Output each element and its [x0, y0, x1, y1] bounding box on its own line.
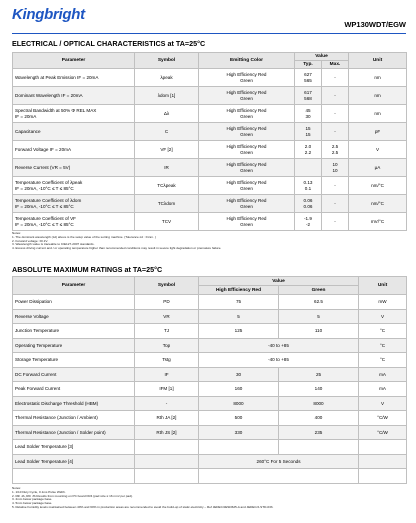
- her-cell: 125: [199, 324, 279, 339]
- table-row: [13, 309, 407, 324]
- green-cell: 400: [279, 411, 359, 426]
- typ-cell: 2.0 2.2: [295, 141, 322, 159]
- typ-cell: 0.06 0.06: [295, 195, 322, 213]
- note-line: 2. Forward voltage: ±0.1V.: [12, 239, 48, 243]
- her-cell: 500: [199, 411, 279, 426]
- green-cell: 235: [279, 425, 359, 440]
- unit-cell: [359, 469, 407, 484]
- param-cell: Temperature Coefficient of VF IF = 20mA, -10°C ≤ T ≤ 85°C: [13, 213, 135, 231]
- symbol-cell: [135, 440, 199, 455]
- note-line: Notes:: [12, 487, 21, 490]
- unit-cell: nm/°C: [349, 177, 407, 195]
- col-symbol: Symbol: [135, 277, 199, 295]
- table-row: [13, 105, 407, 123]
- param-cell: Dominant Wavelength IF = 20mA: [13, 87, 135, 105]
- param-cell: Storage Temperature: [13, 353, 135, 368]
- unit-cell: °C: [359, 353, 407, 368]
- table-row: [13, 353, 407, 368]
- symbol-cell: IFM [1]: [135, 382, 199, 397]
- symbol-cell: TCλdom: [135, 195, 199, 213]
- note-line: 4. Excess driving current and / or operating temperature higher than recommended conditions may result in severe light degradation or premature failure.: [12, 247, 222, 251]
- note-line: 2. Rth JA ,Rth JS Results from mounting on PC board FR4 (pad size ≥ 16 mm² per pad).: [12, 494, 133, 498]
- symbol-cell: Top: [135, 338, 199, 353]
- table-row: [13, 338, 407, 353]
- ratings-section-title: ABSOLUTE MAXIMUM RATINGS at TA=25°C: [12, 265, 163, 274]
- max-cell: -: [322, 123, 349, 141]
- note-line: 1. 1/10 Duty Cycle, 0.1ms Pulse Width.: [12, 490, 66, 494]
- col-parameter: Parameter: [13, 53, 135, 69]
- color-cell: High Efficiency Red Green: [199, 177, 295, 195]
- unit-cell: V: [359, 396, 407, 411]
- green-cell: 5: [279, 309, 359, 324]
- symbol-cell: -: [135, 396, 199, 411]
- symbol-cell: PD: [135, 295, 199, 310]
- param-cell: Reverse Voltage: [13, 309, 135, 324]
- typ-cell: 617 568: [295, 87, 322, 105]
- symbol-cell: TJ: [135, 324, 199, 339]
- color-cell: High Efficiency Red Green: [199, 123, 295, 141]
- table-row: [13, 177, 407, 195]
- param-cell: Peak Forward Current: [13, 382, 135, 397]
- value-cell: 260°C For 5 Seconds: [199, 454, 359, 469]
- param-cell: Spectral Bandwidth at 50% Φ REL MAX IF = 20mA: [13, 105, 135, 123]
- symbol-cell: Rth JS [2]: [135, 425, 199, 440]
- note-line: 3. Wavelength value is traceable to CIE127-2007 standards.: [12, 243, 95, 247]
- color-cell: High Efficiency Red Green: [199, 159, 295, 177]
- unit-cell: °C: [359, 338, 407, 353]
- max-cell: 10 10: [322, 159, 349, 177]
- col-value: Value: [295, 53, 349, 61]
- param-cell: Temperature Coefficient of λdom IF = 20mA, -10°C ≤ T ≤ 85°C: [13, 195, 135, 213]
- col-max: Max.: [322, 61, 349, 69]
- header-rule: [12, 33, 406, 34]
- note-line: 3. 2mm below package base.: [12, 498, 53, 502]
- symbol-cell: [135, 469, 199, 484]
- symbol-cell: C: [135, 123, 199, 141]
- value-cell: -40 to +85: [199, 353, 359, 368]
- max-cell: -: [322, 195, 349, 213]
- unit-cell: μA: [349, 159, 407, 177]
- unit-cell: mW: [359, 295, 407, 310]
- green-cell: 25: [279, 367, 359, 382]
- typ-cell: 45 30: [295, 105, 322, 123]
- param-cell: DC Forward Current: [13, 367, 135, 382]
- table-row: [13, 123, 407, 141]
- symbol-cell: IF: [135, 367, 199, 382]
- param-cell: Electrostatic Discharge Threshold (HBM): [13, 396, 135, 411]
- table-row: [13, 382, 407, 397]
- green-cell: 110: [279, 324, 359, 339]
- electrical-table: [12, 52, 407, 231]
- table-row: [13, 454, 407, 469]
- unit-cell: V: [349, 141, 407, 159]
- unit-cell: °C/W: [359, 425, 407, 440]
- brand-logo: Kingbright: [12, 6, 85, 23]
- param-cell: Wavelength at Peak Emission IF = 20mA: [13, 69, 135, 87]
- her-cell: 8000: [199, 396, 279, 411]
- green-cell: [279, 440, 359, 455]
- her-cell: 5: [199, 309, 279, 324]
- green-cell: 8000: [279, 396, 359, 411]
- typ-cell: 0.13 0.1: [295, 177, 322, 195]
- electrical-section-title: ELECTRICAL / OPTICAL CHARACTERISTICS at TA=25°C: [12, 39, 206, 48]
- col-unit: Unit: [349, 53, 407, 69]
- max-cell: -: [322, 69, 349, 87]
- col-green: Green: [279, 286, 359, 295]
- ratings-notes: [12, 487, 406, 510]
- symbol-cell: TCV: [135, 213, 199, 231]
- param-cell: Forward Voltage IF = 20mA: [13, 141, 135, 159]
- color-cell: High Efficiency Red Green: [199, 213, 295, 231]
- unit-cell: °C/W: [359, 411, 407, 426]
- unit-cell: nm: [349, 105, 407, 123]
- max-cell: -: [322, 105, 349, 123]
- color-cell: High Efficiency Red Green: [199, 195, 295, 213]
- table-row: [13, 411, 407, 426]
- param-cell: Lead Solder Temperature [3]: [13, 440, 135, 455]
- table-row: [13, 440, 407, 455]
- table-row: [13, 469, 407, 484]
- note-line: 4. 5mm below package base.: [12, 502, 53, 506]
- symbol-cell: [135, 454, 199, 469]
- param-cell: Power Dissipation: [13, 295, 135, 310]
- typ-cell: -1.9 -2: [295, 213, 322, 231]
- unit-cell: °C: [359, 324, 407, 339]
- table-row: [13, 87, 407, 105]
- max-cell: -: [322, 87, 349, 105]
- value-cell: -40 to +85: [199, 338, 359, 353]
- unit-cell: mV/°C: [349, 213, 407, 231]
- max-cell: -: [322, 213, 349, 231]
- col-unit: Unit: [359, 277, 407, 295]
- col-value: Value: [199, 277, 359, 286]
- unit-cell: nm: [349, 87, 407, 105]
- her-cell: [199, 440, 279, 455]
- table-row: [13, 159, 407, 177]
- param-cell: Thermal Resistance (Junction / Solder point): [13, 425, 135, 440]
- part-number: WP130WDT/EGW: [344, 20, 406, 29]
- color-cell: High Efficiency Red Green: [199, 69, 295, 87]
- her-cell: 330: [199, 425, 279, 440]
- unit-cell: [359, 440, 407, 455]
- table-row: [13, 425, 407, 440]
- her-cell: 160: [199, 382, 279, 397]
- symbol-cell: λpeak: [135, 69, 199, 87]
- param-cell: Reverse Current (VR = 5V): [13, 159, 135, 177]
- unit-cell: nm: [349, 69, 407, 87]
- symbol-cell: Δλ: [135, 105, 199, 123]
- symbol-cell: TCλpeak: [135, 177, 199, 195]
- param-cell: Capacitance: [13, 123, 135, 141]
- note-line: Notes:: [12, 232, 21, 235]
- note-line: 1. The dominant wavelength (λd) above is the setup value of the sorting machine. (Tolerance λd : ±1nm. ): [12, 235, 156, 239]
- value-cell: [199, 469, 359, 484]
- symbol-cell: Tstg: [135, 353, 199, 368]
- unit-cell: V: [359, 309, 407, 324]
- table-row: [13, 195, 407, 213]
- her-cell: 30: [199, 367, 279, 382]
- col-typ: Typ.: [295, 61, 322, 69]
- typ-cell: [295, 159, 322, 177]
- color-cell: High Efficiency Red Green: [199, 87, 295, 105]
- max-cell: -: [322, 177, 349, 195]
- green-cell: 140: [279, 382, 359, 397]
- unit-cell: mA: [359, 367, 407, 382]
- symbol-cell: λdom [1]: [135, 87, 199, 105]
- symbol-cell: Rth JA [2]: [135, 411, 199, 426]
- table-row: [13, 367, 407, 382]
- unit-cell: pF: [349, 123, 407, 141]
- green-cell: 62.5: [279, 295, 359, 310]
- table-row: [13, 213, 407, 231]
- param-cell: Operating Temperature: [13, 338, 135, 353]
- color-cell: High Efficiency Red Green: [199, 105, 295, 123]
- col-emitting-color: Emitting Color: [199, 53, 295, 69]
- param-cell: Junction Temperature: [13, 324, 135, 339]
- unit-cell: [359, 454, 407, 469]
- typ-cell: 15 15: [295, 123, 322, 141]
- param-cell: Lead Solder Temperature [4]: [13, 454, 135, 469]
- param-cell: [13, 469, 135, 484]
- color-cell: High Efficiency Red Green: [199, 141, 295, 159]
- table-row: [13, 324, 407, 339]
- ratings-table: [12, 276, 407, 484]
- electrical-notes: [12, 232, 406, 251]
- unit-cell: nm/°C: [349, 195, 407, 213]
- symbol-cell: VR: [135, 309, 199, 324]
- col-symbol: Symbol: [135, 53, 199, 69]
- typ-cell: 627 565: [295, 69, 322, 87]
- symbol-cell: IR: [135, 159, 199, 177]
- table-row: [13, 69, 407, 87]
- param-cell: Thermal Resistance (Junction / Ambient): [13, 411, 135, 426]
- col-parameter: Parameter: [13, 277, 135, 295]
- table-row: [13, 396, 407, 411]
- table-row: [13, 295, 407, 310]
- max-cell: 2.5 2.5: [322, 141, 349, 159]
- symbol-cell: VF [2]: [135, 141, 199, 159]
- her-cell: 75: [199, 295, 279, 310]
- col-high-efficiency-red: High Efficiency Red: [199, 286, 279, 295]
- note-line: 5. Relative humidity levels maintained between 40% and 60% in production areas are recommended to avoid the build-up of static electricity – Ref JEDEC/JESD625-A and JEDEC/J-STD-033.: [12, 505, 274, 509]
- table-row: [13, 141, 407, 159]
- param-cell: Temperature Coefficient of λpeak IF = 20mA, -10°C ≤ T ≤ 85°C: [13, 177, 135, 195]
- unit-cell: mA: [359, 382, 407, 397]
